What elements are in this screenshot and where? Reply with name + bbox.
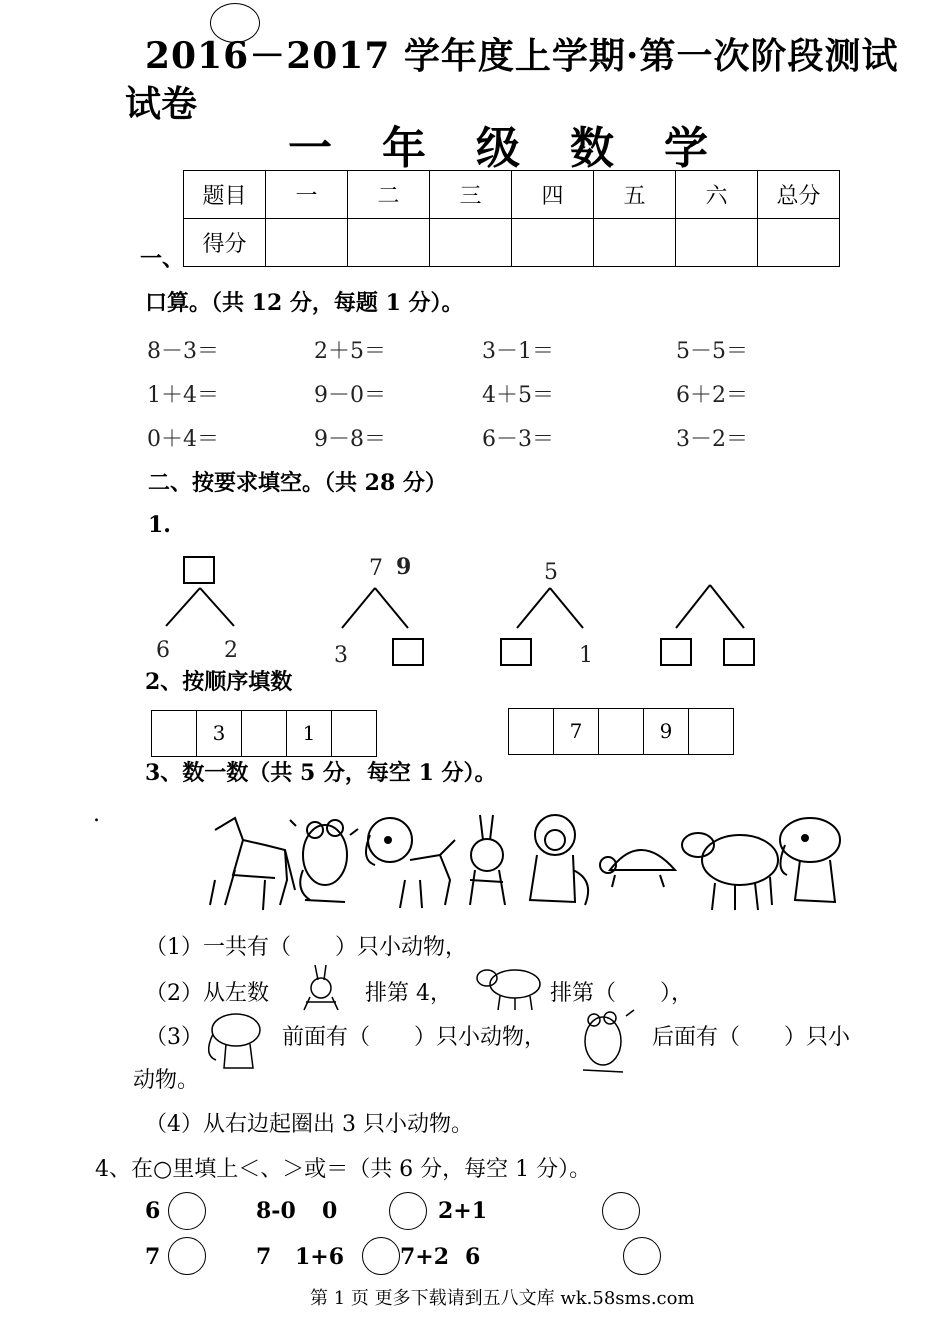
calc-problem: 2＋5＝ <box>314 339 386 364</box>
q3-label: 3、数一数（共 5 分，每空 1 分）。 <box>145 760 497 786</box>
tree-number: 6 <box>156 638 170 663</box>
compare-circle[interactable] <box>168 1237 206 1275</box>
calc-problem: 9－0＝ <box>314 383 386 408</box>
q4-label: 4、在○里填上＜、＞或＝（共 6 分，每空 1 分）。 <box>95 1157 592 1182</box>
page-footer: 第 1 页 更多下载请到五八文库 wk.58sms.com <box>310 1288 695 1309</box>
compare-value: 6 <box>465 1244 481 1270</box>
calc-problem: 3－2＝ <box>676 427 748 452</box>
compare-value: 7 <box>256 1244 272 1270</box>
sequence-cell[interactable] <box>508 708 554 755</box>
compare-value: 0 <box>322 1198 338 1224</box>
score-cell: 题目 <box>184 171 266 219</box>
sheep-icon <box>475 962 545 1012</box>
score-cell: 六 <box>676 171 758 219</box>
q3-item-1: （1）一共有（ ）只小动物， <box>145 935 467 960</box>
sequence-cell: 1 <box>286 710 332 757</box>
q3-item-3-end: 后面有（ ）只小 <box>652 1025 851 1050</box>
frog-icon <box>290 820 358 902</box>
compare-circle[interactable] <box>362 1237 400 1275</box>
frog-icon <box>568 1006 638 1076</box>
sequence-cell: 9 <box>643 708 689 755</box>
compare-circle[interactable] <box>623 1237 661 1275</box>
sequence-cell[interactable] <box>598 708 644 755</box>
q3-item-3-mid: 前面有（ ）只小动物， <box>282 1025 547 1050</box>
tree-blank-box[interactable] <box>183 556 215 584</box>
calc-problem: 8－3＝ <box>147 339 219 364</box>
sequence-row-1 <box>152 710 377 757</box>
q3-item-3-start: （3） <box>145 1025 203 1050</box>
tree-number: 9 <box>396 554 412 580</box>
dog-icon <box>366 818 455 908</box>
stray-dot: . <box>93 802 100 827</box>
score-cell: 一 <box>266 171 348 219</box>
page-title-continued: 试卷 <box>125 83 198 125</box>
tree-number: 1 <box>579 643 593 668</box>
elephant-icon <box>780 818 840 902</box>
score-cell: 五 <box>594 171 676 219</box>
compare-value: 6 <box>145 1198 161 1224</box>
score-cell: 得分 <box>184 219 266 267</box>
tree-number: 2 <box>224 638 238 663</box>
calc-problem: 5－5＝ <box>676 339 748 364</box>
sheep-icon <box>682 833 778 910</box>
compare-value: 8-0 <box>256 1198 296 1224</box>
animal-row <box>195 810 855 920</box>
score-cell: 四 <box>512 171 594 219</box>
q3-item-4: （4）从右边起圈出 3 只小动物。 <box>145 1112 473 1137</box>
sequence-row-2 <box>509 708 734 755</box>
calc-problem: 6－3＝ <box>482 427 554 452</box>
sequence-cell[interactable] <box>331 710 377 757</box>
turtle-icon <box>600 850 675 887</box>
sequence-cell: 7 <box>553 708 599 755</box>
horse-icon <box>210 818 295 910</box>
tree-number: 5 <box>544 560 558 585</box>
sequence-cell: 3 <box>196 710 242 757</box>
subject-heading: 一年级数学 <box>288 123 758 174</box>
q2-label: 2、按顺序填数 <box>145 669 293 695</box>
score-cell: 三 <box>430 171 512 219</box>
tree-number: 3 <box>334 643 348 668</box>
sequence-cell[interactable] <box>688 708 734 755</box>
calc-problem: 0＋4＝ <box>147 427 219 452</box>
compare-value: 7+2 <box>400 1244 450 1270</box>
q3-item-2-mid: 排第 4， <box>365 981 452 1006</box>
calc-problem: 1＋4＝ <box>147 383 219 408</box>
rabbit-icon <box>290 962 350 1012</box>
compare-circle[interactable] <box>168 1192 206 1230</box>
monkey-icon <box>530 815 588 905</box>
compare-value: 2+1 <box>438 1198 488 1224</box>
sequence-cell[interactable] <box>151 710 197 757</box>
tree-blank-box[interactable] <box>392 638 424 666</box>
section1-title: 口算。（共 12 分，每题 1 分）。 <box>145 290 464 316</box>
page-title: 2016－2017 学年度上学期·第一次阶段测试 <box>145 35 899 77</box>
calc-problem: 4＋5＝ <box>482 383 554 408</box>
tree-number: 7 <box>369 556 383 581</box>
q1-label: 1. <box>148 512 171 538</box>
compare-circle[interactable] <box>602 1192 640 1230</box>
score-cell: 总分 <box>758 171 840 219</box>
calc-problem: 6＋2＝ <box>676 383 748 408</box>
score-cell: 二 <box>348 171 430 219</box>
tree-blank-box[interactable] <box>500 638 532 666</box>
q3-item-2-end: 排第（ ）， <box>550 981 694 1006</box>
rabbit-icon <box>470 815 505 905</box>
q3-item-2-start: （2）从左数 <box>145 981 269 1006</box>
compare-circle[interactable] <box>389 1192 427 1230</box>
q3-item-3-wrap: 动物。 <box>133 1068 200 1093</box>
section1-prefix: 一、 <box>140 246 185 272</box>
calc-problem: 3－1＝ <box>482 339 554 364</box>
sequence-cell[interactable] <box>241 710 287 757</box>
compare-value: 7 <box>145 1244 161 1270</box>
elephant-icon <box>198 1010 263 1070</box>
tree-blank-box[interactable] <box>723 638 755 666</box>
tree-blank-box[interactable] <box>660 638 692 666</box>
calc-problem: 9－8＝ <box>314 427 386 452</box>
compare-value: 1+6 <box>295 1244 345 1270</box>
section2-title: 二、按要求填空。（共 28 分） <box>148 470 447 496</box>
